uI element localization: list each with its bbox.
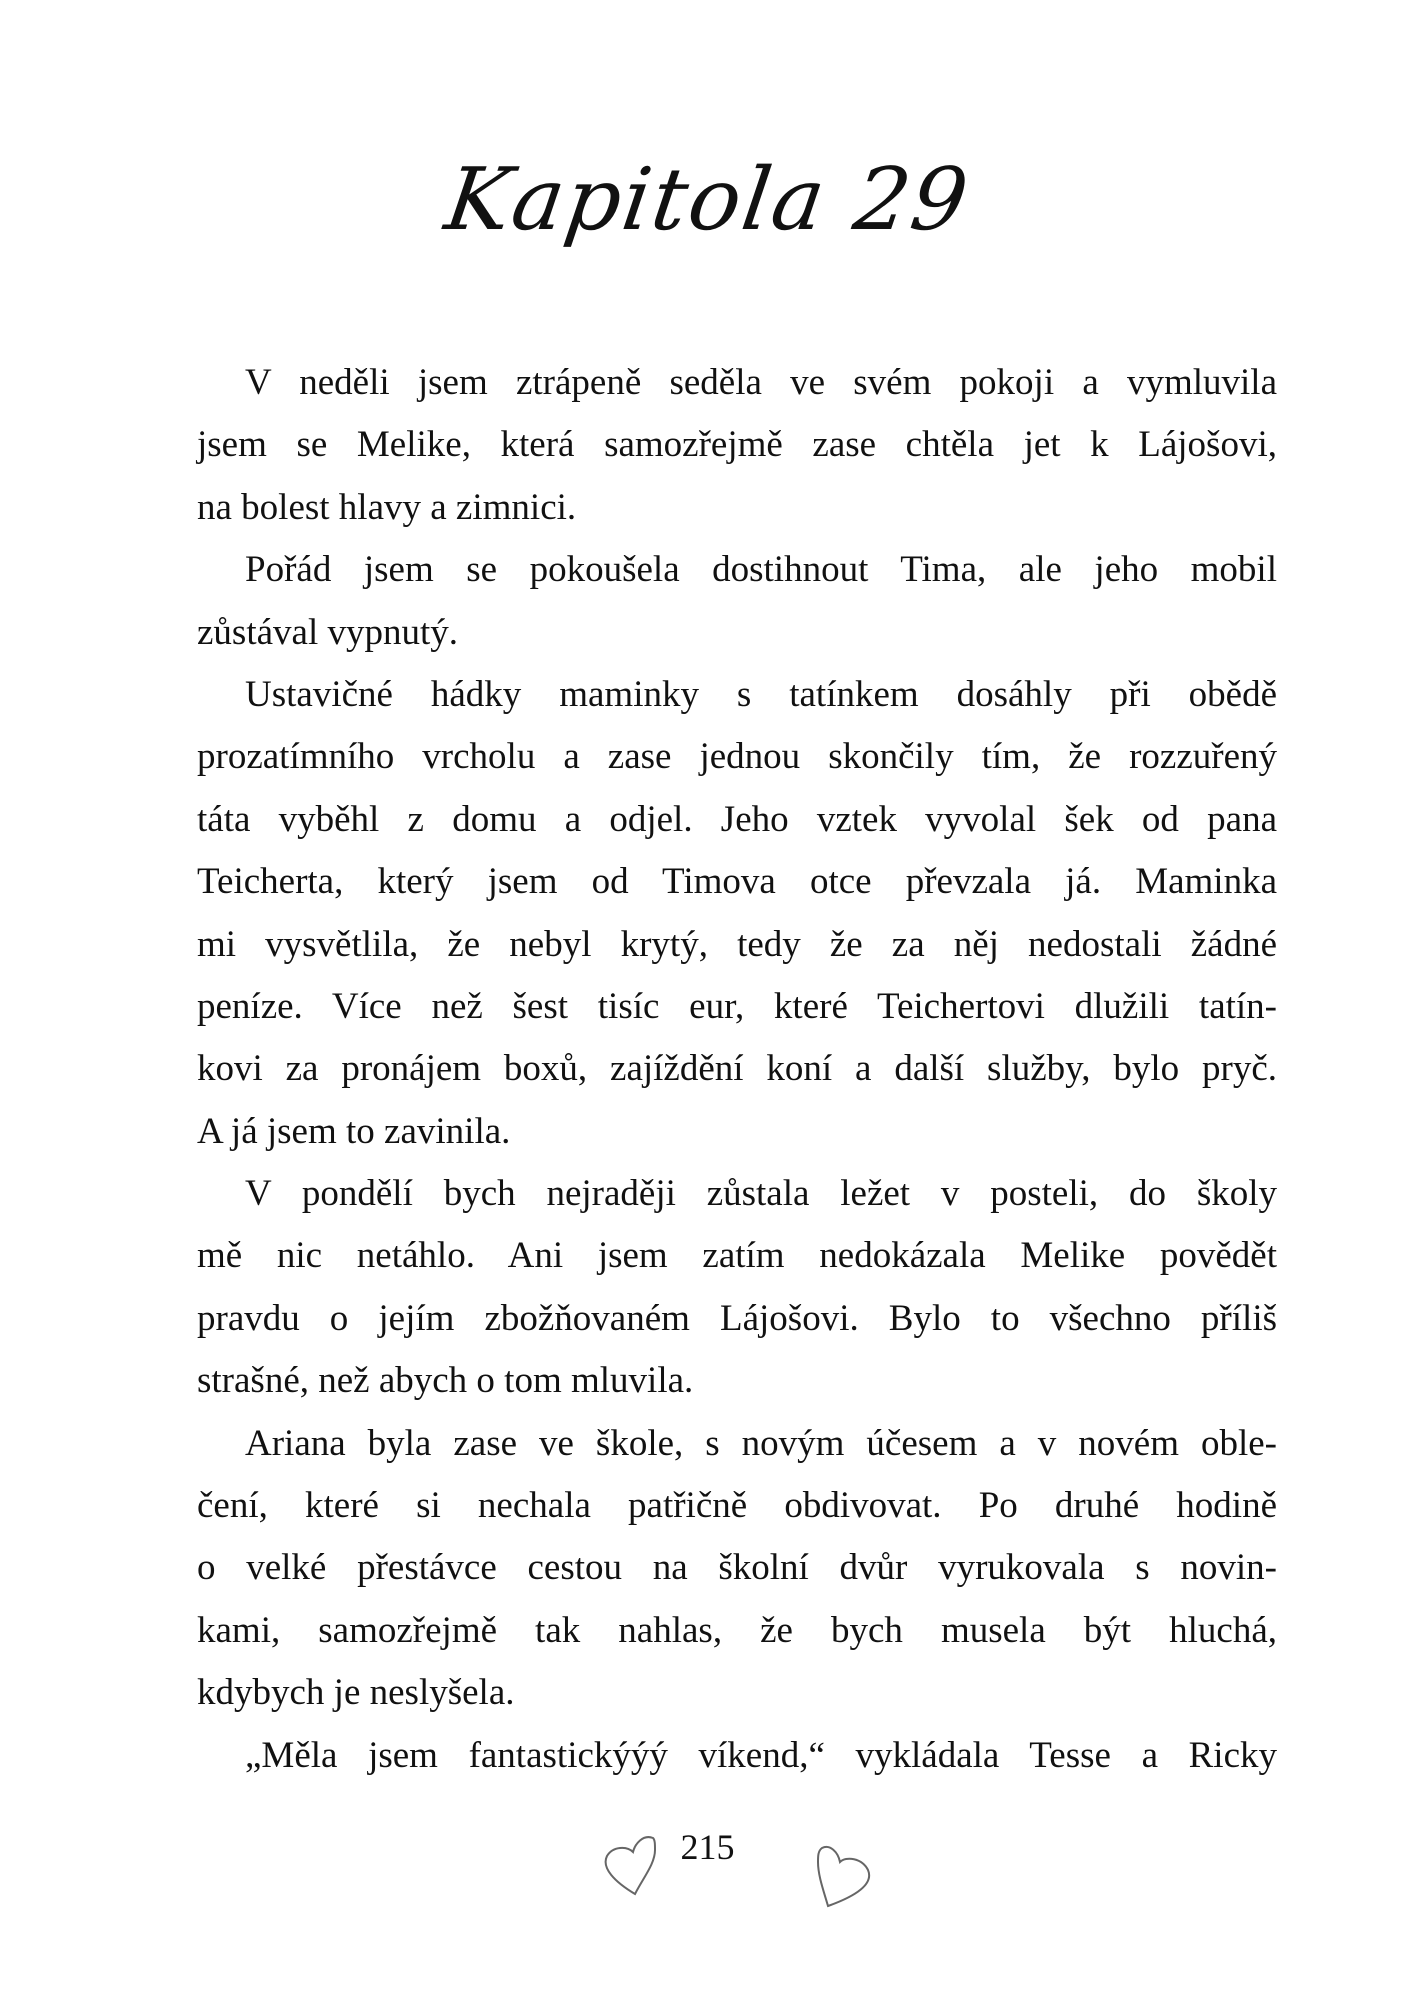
paragraph: [197, 664, 1277, 1163]
text-line: kovi za pronájem boxů, zajíždění koní a další služby, bylo pryč.: [197, 1048, 1277, 1090]
text-line: A já jsem to zavinila.: [197, 1110, 511, 1152]
text-line: mě nic netáhlo. Ani jsem zatím nedokázala Melike povědět: [197, 1235, 1277, 1277]
text-line: Ustavičné hádky maminky s tatínkem dosáhly při obědě: [245, 673, 1277, 715]
text-line: pravdu o jejím zbožňovaném Lájošovi. Bylo to všechno příliš: [197, 1297, 1277, 1339]
text-line: V neděli jsem ztrápeně seděla ve svém pokoji a vymluvila: [245, 362, 1277, 403]
text-line: Ariana byla zase ve škole, s novým účesem a v novém oble-: [245, 1422, 1277, 1464]
chapter-title: Kapitola 29: [439, 150, 976, 250]
page-footer: [0, 1820, 1415, 1910]
paragraph: [197, 352, 1277, 539]
text-line: Pořád jsem se pokoušela dostihnout Tima, ale jeho mobil: [245, 549, 1277, 591]
paragraph: [197, 539, 1277, 664]
text-line: mi vysvětlila, že nebyl krytý, tedy že za něj nedostali žádné: [197, 923, 1277, 965]
text-line: „Měla jsem fantastickýýý víkend,“ vykládala Tesse a Ricky: [245, 1734, 1277, 1776]
paragraph: [197, 1725, 1277, 1787]
text-line: zůstával vypnutý.: [197, 611, 459, 653]
paragraph: [197, 1163, 1277, 1413]
text-line: čení, které si nechala patřičně obdivovat. Po druhé hodině: [197, 1485, 1277, 1527]
text-line: kami, samozřejmě tak nahlas, že bych musela být hluchá,: [197, 1609, 1277, 1651]
page-number: 215: [680, 1827, 735, 1867]
text-line: prozatímního vrcholu a zase jednou skončily tím, že rozzuřený: [197, 736, 1277, 778]
text-line: kdybych je neslyšela.: [197, 1672, 515, 1714]
text-line: peníze. Více než šest tisíc eur, které Teichertovi dlužili tatín-: [197, 985, 1277, 1027]
text-line: táta vyběhl z domu a odjel. Jeho vztek vyvolal šek od pana: [197, 798, 1277, 840]
text-line: o velké přestávce cestou na školní dvůr vyrukovala s novin-: [197, 1547, 1277, 1589]
text-line: strašné, než abych o tom mluvila.: [197, 1360, 694, 1402]
text-line: jsem se Melike, která samozřejmě zase chtěla jet k Lájošovi,: [197, 424, 1277, 466]
paragraph: [197, 1413, 1277, 1725]
text-line: Teicherta, který jsem od Timova otce převzala já. Maminka: [197, 861, 1277, 903]
body-text: [197, 352, 1277, 1787]
text-line: na bolest hlavy a zimnici.: [197, 486, 577, 528]
text-line: V pondělí bych nejraději zůstala ležet v posteli, do školy: [245, 1173, 1277, 1215]
